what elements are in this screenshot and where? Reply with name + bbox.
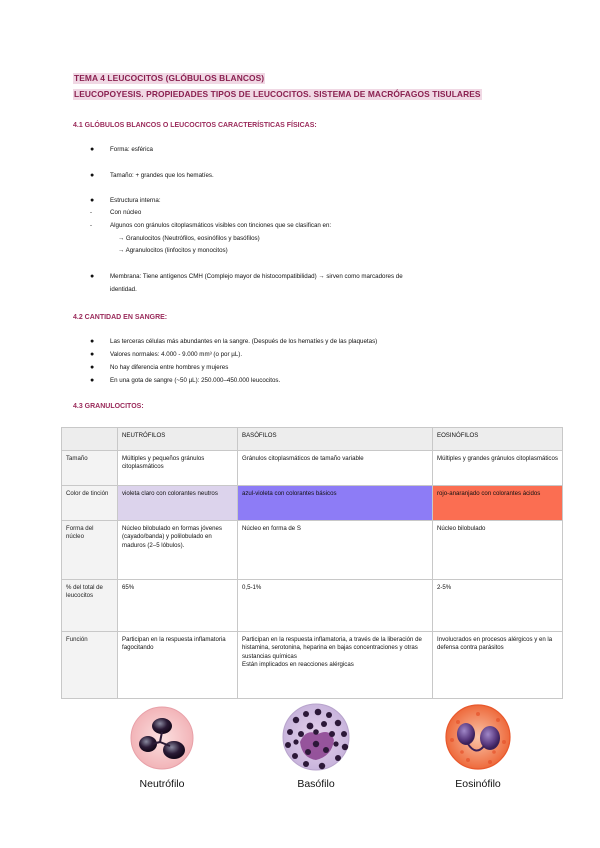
- basofilo-cell-icon: [266, 700, 366, 775]
- table-cell: Núcleo bilobulado en formas jóvenes (cayado/banda) y polilobulado en maduros (2–5 lóbulos).: [118, 521, 238, 580]
- basofilo-figure: [266, 700, 366, 780]
- table-row: [62, 580, 563, 632]
- list-item-continuation: identidad.: [110, 286, 137, 293]
- table-cell: [238, 632, 433, 699]
- list-item: Estructura interna:: [110, 197, 161, 204]
- list-item: Membrana: Tiene antígenos CMH (Complejo mayor de histocompatibilidad) → sirven como marcadores de: [110, 273, 403, 280]
- bullet-icon: ●: [90, 377, 95, 384]
- list-item: Las terceras células más abundantes en la sangre. (Después de los hematíes y de las plaquetas): [110, 338, 378, 345]
- list-item: En una gota de sangre (~50 µL): 250.000–450.000 leucocitos.: [110, 377, 281, 384]
- list-item: Con núcleo: [110, 209, 142, 216]
- table-row: [62, 451, 563, 486]
- bullet-icon: ●: [90, 338, 95, 345]
- granulocyte-illustrations: [0, 700, 600, 810]
- table-row: [62, 632, 563, 699]
- list-item: Tamaño: + grandes que los hematíes.: [110, 172, 214, 179]
- table-cell-eosinofilo-color: rojo-anaranjado con colorantes ácidos: [433, 486, 563, 521]
- section-heading-4-3: 4.3 GRANULOCITOS:: [73, 403, 144, 410]
- dash-marker-icon: -: [90, 210, 92, 216]
- table-cell-text: Están implicados en reacciones alérgicas: [242, 661, 354, 669]
- table-row: [62, 521, 563, 580]
- basofilo-caption: Basófilo: [297, 778, 335, 790]
- row-label: Forma del núcleo: [62, 521, 118, 580]
- neutrofilo-cell-icon: [112, 700, 212, 775]
- table-cell: Múltiples y pequeños gránulos citoplasmáticos: [118, 451, 238, 486]
- table-cell: Participan en la respuesta inflamatoria fagocitando: [118, 632, 238, 699]
- granulocitos-table: [61, 427, 563, 699]
- table-cell: Núcleo en forma de S: [238, 521, 433, 580]
- bullet-icon: ●: [90, 273, 95, 280]
- list-item: No hay diferencia entre hombres y mujeres: [110, 364, 229, 371]
- list-item-arrow: → Agranulocitos (linfocitos y monocitos): [118, 247, 228, 254]
- table-cell-text: Participan en la respuesta inflamatoria, a través de la liberación de histamina, serotonina, heparina en bajas concentraciones y otras sustancias químicas: [242, 636, 422, 660]
- neutrofilo-caption: Neutrófilo: [139, 778, 185, 790]
- section-heading-4-1: 4.1 GLÓBULOS BLANCOS O LEUCOCITOS CARACTERÍSTICAS FÍSICAS:: [73, 122, 317, 129]
- table-header-eosinofilos: EOSINÓFILOS: [433, 428, 563, 451]
- eosinofilo-caption: Eosinófilo: [455, 778, 501, 790]
- row-label: Color de tinción: [62, 486, 118, 521]
- table-header-row: [62, 428, 563, 451]
- table-cell: Núcleo bilobulado: [433, 521, 563, 580]
- list-item: Valores normales: 4.000 - 9.000 mm³ (o por µL).: [110, 351, 243, 358]
- table-cell: 2-5%: [433, 580, 563, 632]
- list-item: Forma: esférica: [110, 146, 153, 153]
- table-header-empty: [62, 428, 118, 451]
- row-label: Tamaño: [62, 451, 118, 486]
- table-cell-basofilo-color: azul-violeta con colorantes básicos: [238, 486, 433, 521]
- list-item: Algunos con gránulos citoplasmáticos visibles con tinciones que se clasifican en:: [110, 222, 332, 229]
- bullet-icon: ●: [90, 172, 95, 179]
- bullet-icon: ●: [90, 146, 95, 153]
- table-cell: 65%: [118, 580, 238, 632]
- table-cell-neutrofilo-color: violeta claro con colorantes neutros: [118, 486, 238, 521]
- table-cell: 0,5-1%: [238, 580, 433, 632]
- dash-marker-icon: -: [90, 223, 92, 229]
- neutrofilo-figure: [112, 700, 212, 780]
- document-title: TEMA 4 LEUCOCITOS (GLÓBULOS BLANCOS): [74, 73, 265, 83]
- bullet-icon: ●: [90, 351, 95, 358]
- table-row: [62, 486, 563, 521]
- document-subtitle: LEUCOPOYESIS. PROPIEDADES TIPOS DE LEUCOCITOS. SISTEMA DE MACRÓFAGOS TISULARES: [74, 89, 481, 99]
- table-cell: Involucrados en procesos alérgicos y en la defensa contra parásitos: [433, 632, 563, 699]
- section-heading-4-2: 4.2 CANTIDAD EN SANGRE:: [73, 314, 168, 321]
- row-label: Función: [62, 632, 118, 699]
- bullet-icon: ●: [90, 364, 95, 371]
- list-item-arrow: → Granulocitos (Neutrófilos, eosinófilos y basófilos): [118, 235, 260, 242]
- table-cell: Gránulos citoplasmáticos de tamaño variable: [238, 451, 433, 486]
- table-header-neutrofilos: NEUTRÓFILOS: [118, 428, 238, 451]
- eosinofilo-figure: [428, 700, 528, 780]
- table-cell: Múltiples y grandes gránulos citoplasmáticos: [433, 451, 563, 486]
- table-header-basofilos: BASÓFILOS: [238, 428, 433, 451]
- eosinofilo-cell-icon: [428, 700, 528, 775]
- bullet-icon: ●: [90, 197, 95, 204]
- row-label: % del total de leucocitos: [62, 580, 118, 632]
